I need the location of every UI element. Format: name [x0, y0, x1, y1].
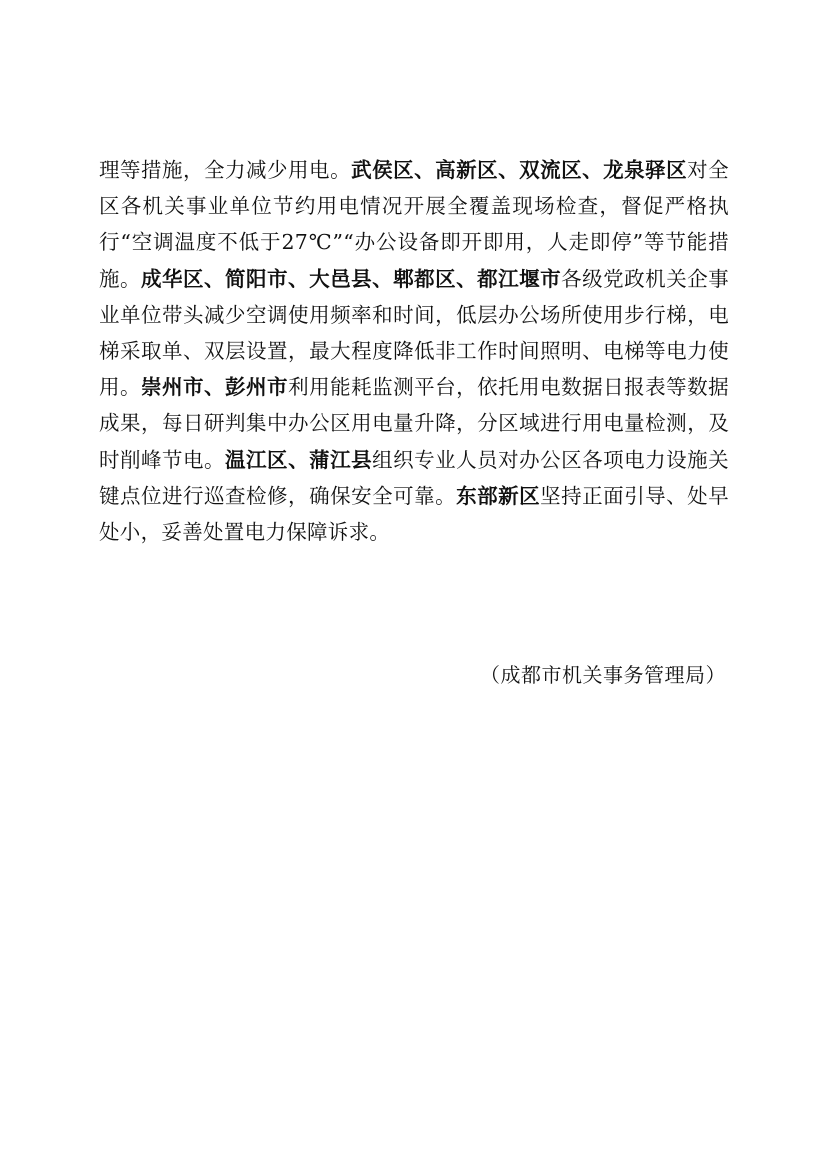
text-run: 利用能耗监测平台，依托用电数据日报表等数据成果，每日研判集中办公区用电量升降，分区域进行用电量检测，及时削峰节电。 [99, 375, 729, 472]
district-names: 成华区、简阳市、大邑县、郫都区、都江堰市 [141, 266, 562, 291]
district-names: 温江区、蒲江县 [225, 447, 373, 472]
body-paragraph [99, 152, 729, 550]
text-run: 对全区各机关事业单位节约用电情况开展全覆盖现场检查，督促严格执行“空调温度不低于27℃”“办公设备即开即用，人走即停”等节能措施。 [99, 158, 729, 291]
text-run: 组织专业人员对办公区各项电力设施关键点位进行巡查检修，确保安全可靠。 [99, 447, 729, 508]
district-names: 武侯区、高新区、双流区、龙泉驿区 [351, 158, 688, 182]
text-run: 各级党政机关企事业单位带头减少空调使用频率和时间，低层办公场所使用步行梯，电梯采取单、双层设置，最大程度降低非工作时间照明、电梯等电力使用。 [99, 266, 730, 400]
district-names: 崇州市、彭州市 [141, 375, 289, 400]
district-names: 东部新区 [456, 483, 541, 508]
signature-line: （成都市机关事务管理局） [480, 663, 726, 687]
text-run: 坚持正面引导、处早处小，妥善处置电力保障诉求。 [99, 483, 729, 545]
text-run: 理等措施，全力减少用电。 [99, 158, 352, 182]
